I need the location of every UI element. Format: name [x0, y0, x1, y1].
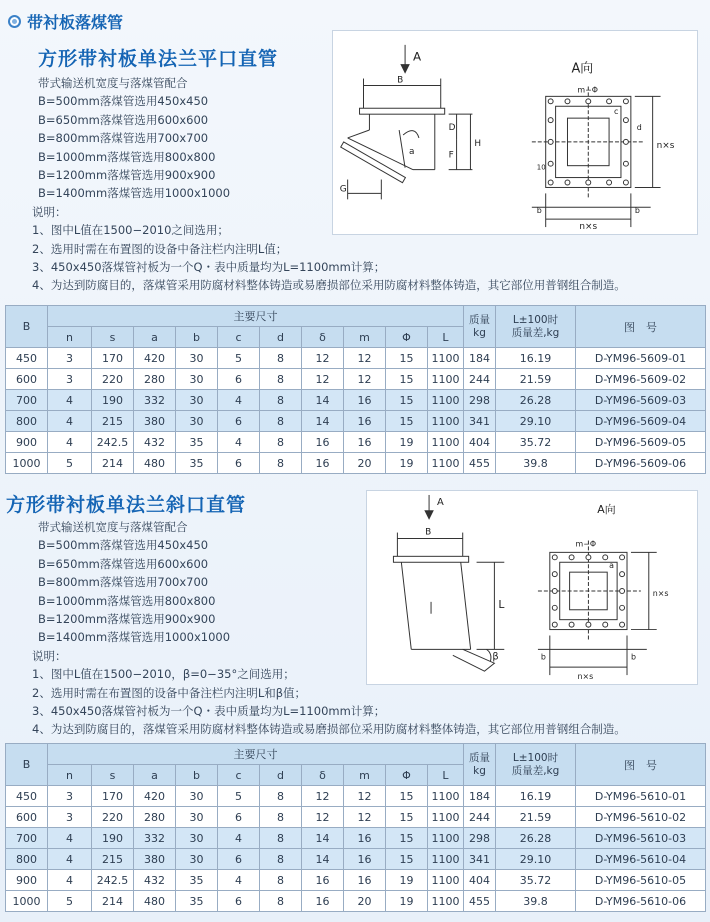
table-cell: 4 [218, 390, 260, 411]
table-cell: D-YM96-5610-03 [576, 828, 706, 849]
table-cell: D-YM96-5610-05 [576, 870, 706, 891]
table-cell: 20 [344, 453, 386, 474]
table-row [6, 891, 706, 912]
table-cell: 4 [48, 432, 92, 453]
th-col: b [176, 327, 218, 348]
section1-diagram [332, 30, 698, 235]
table-cell: 4 [48, 390, 92, 411]
table-cell: 341 [464, 411, 496, 432]
table-cell: 35 [176, 891, 218, 912]
note-line: B=650mm落煤管选用600x600 [38, 112, 209, 127]
page-title-text: 带衬板落煤管 [27, 13, 124, 32]
th-mass: 质量 kg [464, 744, 496, 786]
table-cell: 21.59 [496, 369, 576, 390]
table-cell: 12 [302, 786, 344, 807]
table-cell: 30 [176, 348, 218, 369]
note-line: 4、为达到防腐目的，落煤管采用防腐材料整体铸造或易磨损部位采用防腐材料整体铸造，其它部位用普钢组合制造。 [32, 278, 626, 293]
table-cell: 8 [260, 870, 302, 891]
table-cell: 800 [6, 411, 48, 432]
table-cell: 26.28 [496, 828, 576, 849]
table-cell: 4 [218, 432, 260, 453]
table-cell: 1100 [428, 432, 464, 453]
th-col: Φ [386, 327, 428, 348]
table-cell: 5 [48, 453, 92, 474]
table-cell: 455 [464, 891, 496, 912]
lbl2-l: L [498, 597, 505, 611]
table-cell: 39.8 [496, 891, 576, 912]
table-cell: 35.72 [496, 870, 576, 891]
lbl2-b-right: b [630, 652, 637, 662]
table-cell: 19 [386, 891, 428, 912]
table-cell: 1100 [428, 411, 464, 432]
table-cell: 35 [176, 453, 218, 474]
table-cell: 242.5 [92, 870, 134, 891]
table-cell: 30 [176, 390, 218, 411]
table-cell: 1100 [428, 786, 464, 807]
table-cell: 4 [218, 870, 260, 891]
table-row [6, 828, 706, 849]
table-cell: 1100 [428, 348, 464, 369]
note-line: B=500mm落煤管选用450x450 [38, 94, 209, 109]
th-col: a [134, 327, 176, 348]
note-line: 带式输送机宽度与落煤管配合 [38, 520, 188, 534]
table-cell: 35 [176, 870, 218, 891]
table-cell: 30 [176, 828, 218, 849]
th-col: m [344, 765, 386, 786]
note-line: B=1400mm落煤管选用1000x1000 [38, 186, 231, 201]
note-line: B=500mm落煤管选用450x450 [38, 538, 209, 553]
table-cell: 30 [176, 411, 218, 432]
table-cell: 8 [260, 411, 302, 432]
table-row [6, 849, 706, 870]
table-cell: 30 [176, 369, 218, 390]
lbl2-ns-h: n×s [577, 672, 594, 682]
th-col: δ [302, 765, 344, 786]
table-cell: 16 [302, 870, 344, 891]
table-cell: 8 [260, 807, 302, 828]
th-col: n [48, 327, 92, 348]
lbl2-b: B [425, 527, 432, 538]
table-cell: 244 [464, 369, 496, 390]
table-cell: 455 [464, 453, 496, 474]
table-cell: 30 [176, 786, 218, 807]
note-line: 带式输送机宽度与落煤管配合 [38, 76, 188, 90]
table-cell: 8 [260, 432, 302, 453]
th-col: m [344, 327, 386, 348]
lbl-a-view: A向 [571, 61, 594, 77]
th-col: a [134, 765, 176, 786]
table-cell: 3 [48, 786, 92, 807]
lbl-b-left: b [536, 206, 542, 216]
table-cell: 35.72 [496, 432, 576, 453]
table-cell: 4 [218, 828, 260, 849]
table-cell: 700 [6, 828, 48, 849]
table-cell: D-YM96-5609-05 [576, 432, 706, 453]
table-cell: 1100 [428, 807, 464, 828]
note-line: 说明： [32, 204, 67, 219]
table-cell: 280 [134, 369, 176, 390]
table-cell: 19 [386, 870, 428, 891]
table-cell: 8 [260, 348, 302, 369]
table-cell: 16 [344, 432, 386, 453]
th-b: B [6, 306, 48, 348]
flat-pipe-drawing [333, 31, 697, 234]
lbl-g: G [339, 184, 347, 195]
table-cell: 6 [218, 807, 260, 828]
table-cell: 4 [48, 828, 92, 849]
table-row [6, 453, 706, 474]
table-cell: D-YM96-5609-04 [576, 411, 706, 432]
table-cell: 1100 [428, 390, 464, 411]
table-cell: 280 [134, 807, 176, 828]
table-cell: 16.19 [496, 786, 576, 807]
note-line: B=800mm落煤管选用700x700 [38, 131, 209, 146]
table-cell: 215 [92, 411, 134, 432]
table-cell: 8 [260, 849, 302, 870]
table-cell: 600 [6, 369, 48, 390]
lbl-ten: 10 [536, 163, 546, 172]
table-cell: D-YM96-5610-02 [576, 807, 706, 828]
table-cell: 29.10 [496, 411, 576, 432]
table-cell: 8 [260, 390, 302, 411]
table-cell: 6 [218, 411, 260, 432]
table-row [6, 786, 706, 807]
table-cell: D-YM96-5610-01 [576, 786, 706, 807]
lbl-c: c [614, 107, 619, 117]
note-line: 3、450x450落煤管衬板为一个Q・表中质量均为L=1100mm计算； [32, 259, 386, 274]
table-cell: 26.28 [496, 390, 576, 411]
th-col: L [428, 765, 464, 786]
table-cell: 39.8 [496, 453, 576, 474]
table-cell: 190 [92, 390, 134, 411]
table-cell: 900 [6, 870, 48, 891]
table-cell: 800 [6, 849, 48, 870]
table-cell: 5 [218, 786, 260, 807]
table-cell: 15 [386, 786, 428, 807]
th-col: s [92, 765, 134, 786]
th-mass-diff: L±100时 质量差,kg [496, 306, 576, 348]
table-cell: 341 [464, 849, 496, 870]
table-cell: 6 [218, 453, 260, 474]
table-cell: D-YM96-5609-02 [576, 369, 706, 390]
th-b: B [6, 744, 48, 786]
table-cell: 19 [386, 453, 428, 474]
table-cell: 700 [6, 390, 48, 411]
table-row [6, 807, 706, 828]
lbl-ns-v: n×s [656, 140, 675, 151]
note-line: B=800mm落煤管选用700x700 [38, 575, 209, 590]
section2-diagram [366, 490, 698, 685]
note-line: 2、选用时需在布置图的设备中备注栏内注明L和β值； [32, 685, 307, 700]
table-cell: 14 [302, 390, 344, 411]
table-cell: 14 [302, 411, 344, 432]
note-line: 3、450x450落煤管衬板为一个Q・表中质量均为L=1100mm计算； [32, 703, 386, 718]
lbl2-m-phi: m−Φ [575, 539, 597, 549]
th-mass: 质量 kg [464, 306, 496, 348]
table-cell: 15 [386, 828, 428, 849]
table-cell: 8 [260, 369, 302, 390]
table-cell: 1100 [428, 828, 464, 849]
note-line: 1、图中L值在1500−2010之间选用； [32, 223, 229, 238]
note-line: B=1000mm落煤管选用800x800 [38, 149, 216, 164]
section1-title: 方形带衬板单法兰平口直管 [38, 48, 279, 70]
table-cell: 12 [344, 807, 386, 828]
table-cell: 14 [302, 849, 344, 870]
th-main-dims: 主要尺寸 [48, 744, 464, 765]
table-cell: 35 [176, 432, 218, 453]
lbl-h: H [474, 138, 482, 149]
lbl-a-arrow: A [413, 49, 422, 64]
table-cell: 14 [302, 828, 344, 849]
table-cell: 432 [134, 432, 176, 453]
table-cell: 1100 [428, 849, 464, 870]
lbl-m-phi: m−Φ [577, 85, 598, 95]
table-cell: 12 [302, 348, 344, 369]
table-cell: 1100 [428, 453, 464, 474]
table-cell: 30 [176, 849, 218, 870]
note-line: B=650mm落煤管选用600x600 [38, 556, 209, 571]
table-cell: 3 [48, 807, 92, 828]
lbl-d: D [448, 123, 456, 134]
lbl-b: B [397, 75, 404, 86]
note-line: 说明： [32, 648, 67, 663]
th-col: c [218, 327, 260, 348]
lbl2-beta: β [492, 651, 499, 663]
table-cell: 3 [48, 348, 92, 369]
table-cell: 900 [6, 432, 48, 453]
table-cell: 8 [260, 786, 302, 807]
table-cell: 215 [92, 849, 134, 870]
lbl-d-view: d [636, 123, 642, 133]
table-cell: 12 [302, 369, 344, 390]
table-cell: 190 [92, 828, 134, 849]
lbl2-a-view: A向 [597, 502, 616, 516]
table-cell: 15 [386, 411, 428, 432]
page-title [8, 10, 123, 33]
table-cell: 600 [6, 807, 48, 828]
spec-table-1 [5, 305, 706, 474]
table-cell: 6 [218, 891, 260, 912]
table-cell: 16 [344, 411, 386, 432]
table-cell: 450 [6, 786, 48, 807]
table-cell: D-YM96-5610-06 [576, 891, 706, 912]
table-cell: 480 [134, 891, 176, 912]
lbl2-b-left: b [540, 652, 546, 662]
table-cell: 220 [92, 369, 134, 390]
table-cell: 12 [344, 786, 386, 807]
table-cell: 16 [302, 453, 344, 474]
table-cell: 404 [464, 870, 496, 891]
table-cell: 214 [92, 453, 134, 474]
table-cell: 15 [386, 849, 428, 870]
table-cell: 4 [48, 849, 92, 870]
table-cell: 244 [464, 807, 496, 828]
table-cell: D-YM96-5609-03 [576, 390, 706, 411]
table-cell: 8 [260, 891, 302, 912]
note-line: B=1200mm落煤管选用900x900 [38, 167, 216, 182]
table-cell: 450 [6, 348, 48, 369]
spec-table-2 [5, 743, 706, 912]
table-cell: 20 [344, 891, 386, 912]
table-cell: 184 [464, 348, 496, 369]
table-cell: 8 [260, 453, 302, 474]
table-cell: 380 [134, 849, 176, 870]
table-cell: 16 [302, 891, 344, 912]
note-line: 2、选用时需在布置图的设备中备注栏内注明L值； [32, 241, 288, 256]
th-col: L [428, 327, 464, 348]
table-cell: 298 [464, 390, 496, 411]
table-cell: 3 [48, 369, 92, 390]
th-col: d [260, 327, 302, 348]
table-cell: 12 [344, 369, 386, 390]
circle-bullet-icon [8, 15, 21, 28]
th-col: n [48, 765, 92, 786]
table-row [6, 369, 706, 390]
table-cell: 5 [218, 348, 260, 369]
table-cell: 8 [260, 828, 302, 849]
table-cell: 170 [92, 348, 134, 369]
th-col: c [218, 765, 260, 786]
table-cell: 16.19 [496, 348, 576, 369]
lbl2-ns-v: n×s [652, 588, 669, 598]
table-cell: 380 [134, 411, 176, 432]
table-cell: 242.5 [92, 432, 134, 453]
th-col: s [92, 327, 134, 348]
table-row [6, 432, 706, 453]
note-line: 4、为达到防腐目的，落煤管采用防腐材料整体铸造或易磨损部位采用防腐材料整体铸造，其它部位用普钢组合制造。 [32, 722, 626, 737]
lbl2-a: a [609, 561, 615, 571]
table-cell: 5 [48, 891, 92, 912]
table-cell: 30 [176, 807, 218, 828]
table-cell: 420 [134, 786, 176, 807]
table-cell: 332 [134, 828, 176, 849]
table-cell: 1000 [6, 453, 48, 474]
lbl-ns-h: n×s [579, 222, 598, 233]
table-cell: 6 [218, 849, 260, 870]
table-cell: D-YM96-5610-04 [576, 849, 706, 870]
lbl-a: a [409, 146, 415, 157]
table-cell: 298 [464, 828, 496, 849]
table-cell: 4 [48, 870, 92, 891]
th-main-dims: 主要尺寸 [48, 306, 464, 327]
note-line: 1、图中L值在1500−2010，β=0−35°之间选用； [32, 667, 295, 682]
table-cell: 12 [344, 348, 386, 369]
lbl2-a-arrow: A [436, 496, 444, 508]
note-line: B=1400mm落煤管选用1000x1000 [38, 630, 231, 645]
table-cell: 15 [386, 348, 428, 369]
table-cell: 21.59 [496, 807, 576, 828]
table-cell: 214 [92, 891, 134, 912]
table-cell: 29.10 [496, 849, 576, 870]
table-cell: 432 [134, 870, 176, 891]
table-cell: 220 [92, 807, 134, 828]
table-row [6, 870, 706, 891]
table-cell: 480 [134, 453, 176, 474]
th-col: Φ [386, 765, 428, 786]
table-cell: 332 [134, 390, 176, 411]
table-cell: 6 [218, 369, 260, 390]
th-col: d [260, 765, 302, 786]
table-cell: 4 [48, 411, 92, 432]
table-cell: 15 [386, 390, 428, 411]
note-line: B=1000mm落煤管选用800x800 [38, 593, 216, 608]
th-col: b [176, 765, 218, 786]
th-drawing-no: 图 号 [576, 306, 706, 348]
table-cell: 16 [344, 390, 386, 411]
table-cell: 16 [344, 849, 386, 870]
table-row [6, 390, 706, 411]
table-cell: 170 [92, 786, 134, 807]
table-cell: 16 [302, 432, 344, 453]
table-cell: 16 [344, 828, 386, 849]
table-cell: 404 [464, 432, 496, 453]
th-mass-diff: L±100时 质量差,kg [496, 744, 576, 786]
table-cell: 15 [386, 369, 428, 390]
section2-title: 方形带衬板单法兰斜口直管 [6, 494, 247, 516]
note-line: B=1200mm落煤管选用900x900 [38, 611, 216, 626]
table-cell: 1100 [428, 870, 464, 891]
table-cell: D-YM96-5609-01 [576, 348, 706, 369]
table-row [6, 348, 706, 369]
th-drawing-no: 图 号 [576, 744, 706, 786]
table-cell: 1000 [6, 891, 48, 912]
table-cell: 12 [302, 807, 344, 828]
table-row [6, 411, 706, 432]
lbl-f: F [448, 150, 454, 161]
table-cell: 420 [134, 348, 176, 369]
beveled-pipe-drawing [367, 491, 697, 684]
table-cell: 1100 [428, 891, 464, 912]
table-cell: D-YM96-5609-06 [576, 453, 706, 474]
table-cell: 15 [386, 807, 428, 828]
table-cell: 184 [464, 786, 496, 807]
table-cell: 16 [344, 870, 386, 891]
th-col: δ [302, 327, 344, 348]
table-cell: 1100 [428, 369, 464, 390]
table-cell: 19 [386, 432, 428, 453]
lbl-b-right: b [634, 206, 640, 216]
